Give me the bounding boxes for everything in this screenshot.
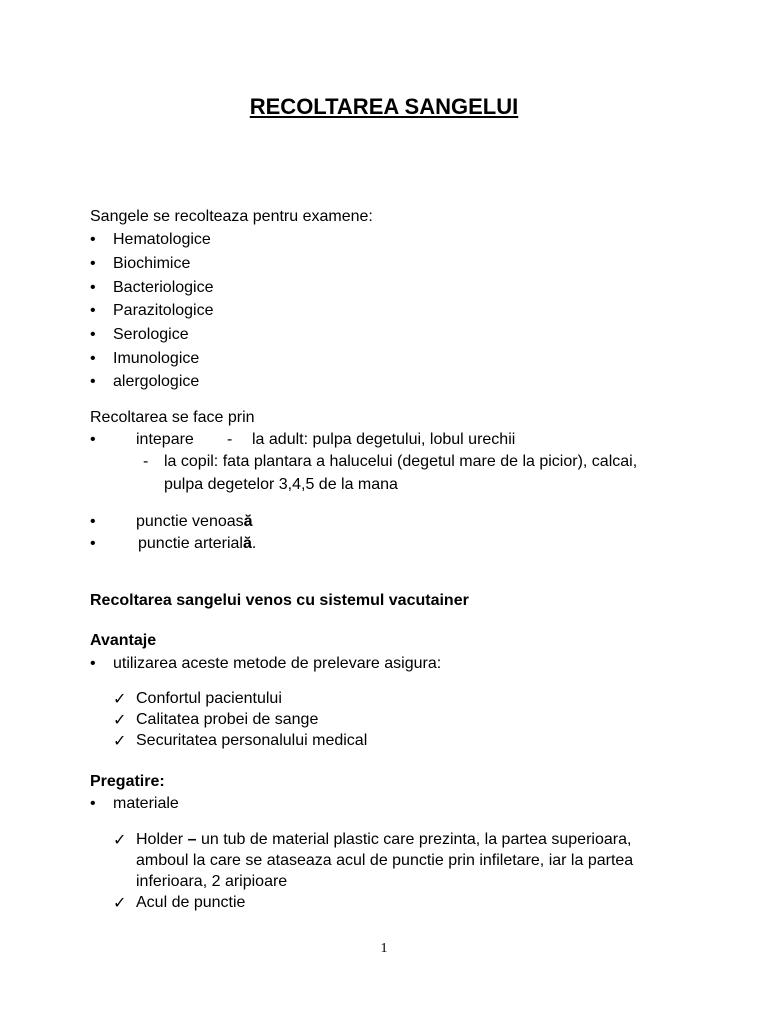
checkmark-icon: ✓ (113, 710, 127, 729)
check-item: Confortul pacientului (136, 690, 282, 707)
section-heading-pregatire: Pregatire: (90, 773, 165, 790)
method-venoasa (136, 512, 253, 532)
list-item: Hematologice (113, 231, 211, 248)
bullet-glyph: • (90, 302, 96, 319)
bullet-glyph: • (90, 431, 96, 448)
method-arteriala-period: . (251, 535, 257, 552)
page-title: RECOLTAREA SANGELUI (249, 94, 519, 119)
holder-line2: amboul la care se ataseaza acul de punctie prin infiletare, iar la partea (136, 852, 634, 869)
list-item: Bacteriologice (113, 279, 214, 296)
dash: - (227, 431, 233, 448)
bullet-glyph: • (90, 350, 96, 367)
section-heading-vacutainer: Recoltarea sangelui venos cu sistemul vacutainer (90, 592, 469, 609)
bullet-glyph: • (90, 255, 96, 272)
method-venoasa-text: punctie venoas (136, 513, 244, 530)
list-item: Imunologice (113, 350, 200, 367)
holder-dash: – (187, 831, 197, 848)
bullet-glyph: • (90, 795, 96, 812)
check-item: Securitatea personalului medical (136, 732, 368, 749)
bullet-glyph: • (90, 326, 96, 343)
method-arteriala-letter: ă (242, 535, 252, 552)
dash: - (143, 453, 149, 470)
method-child-line2: pulpa degetelor 3,4,5 de la mana (164, 476, 398, 493)
holder-line3: inferioara, 2 aripioare (136, 873, 288, 890)
list-item: Parazitologice (113, 302, 214, 319)
checkmark-icon: ✓ (113, 731, 127, 750)
list-item: Serologice (113, 326, 189, 343)
checkmark-icon: ✓ (113, 689, 127, 708)
method-intro: Recoltarea se face prin (90, 409, 255, 426)
bullet-glyph: • (90, 535, 96, 552)
avantaje-bullet-text: utilizarea aceste metode de prelevare asigura: (113, 655, 442, 672)
bullet-glyph: • (90, 373, 96, 390)
checkmark-icon: ✓ (113, 893, 127, 912)
method-child-line1: la copil: fata plantara a halucelui (degetul mare de la picior), calcai, (164, 453, 638, 470)
acul-item: Acul de punctie (136, 894, 246, 911)
pregatire-bullet-text: materiale (113, 795, 179, 812)
checkmark-icon: ✓ (113, 830, 127, 849)
bullet-glyph: • (90, 513, 96, 530)
method-arteriala-text: punctie arterial (138, 535, 243, 552)
intro-text: Sangele se recolteaza pentru examene: (90, 208, 373, 225)
page-number: 1 (380, 941, 388, 956)
bullet-glyph: • (90, 231, 96, 248)
check-item: Calitatea probei de sange (136, 711, 319, 728)
method-adult-text: la adult: pulpa degetului, lobul urechii (252, 431, 516, 448)
holder-label: Holder (136, 831, 184, 848)
method-arteriala (138, 534, 256, 554)
method-intepare: intepare (136, 431, 194, 448)
holder-line1 (136, 830, 631, 850)
method-venoasa-letter: ă (243, 513, 253, 530)
list-item: Biochimice (113, 255, 191, 272)
section-heading-avantaje: Avantaje (90, 632, 157, 649)
bullet-glyph: • (90, 655, 96, 672)
bullet-glyph: • (90, 279, 96, 296)
list-item: alergologice (113, 373, 200, 390)
holder-text: un tub de material plastic care prezinta, la partea superioara, (200, 831, 632, 848)
